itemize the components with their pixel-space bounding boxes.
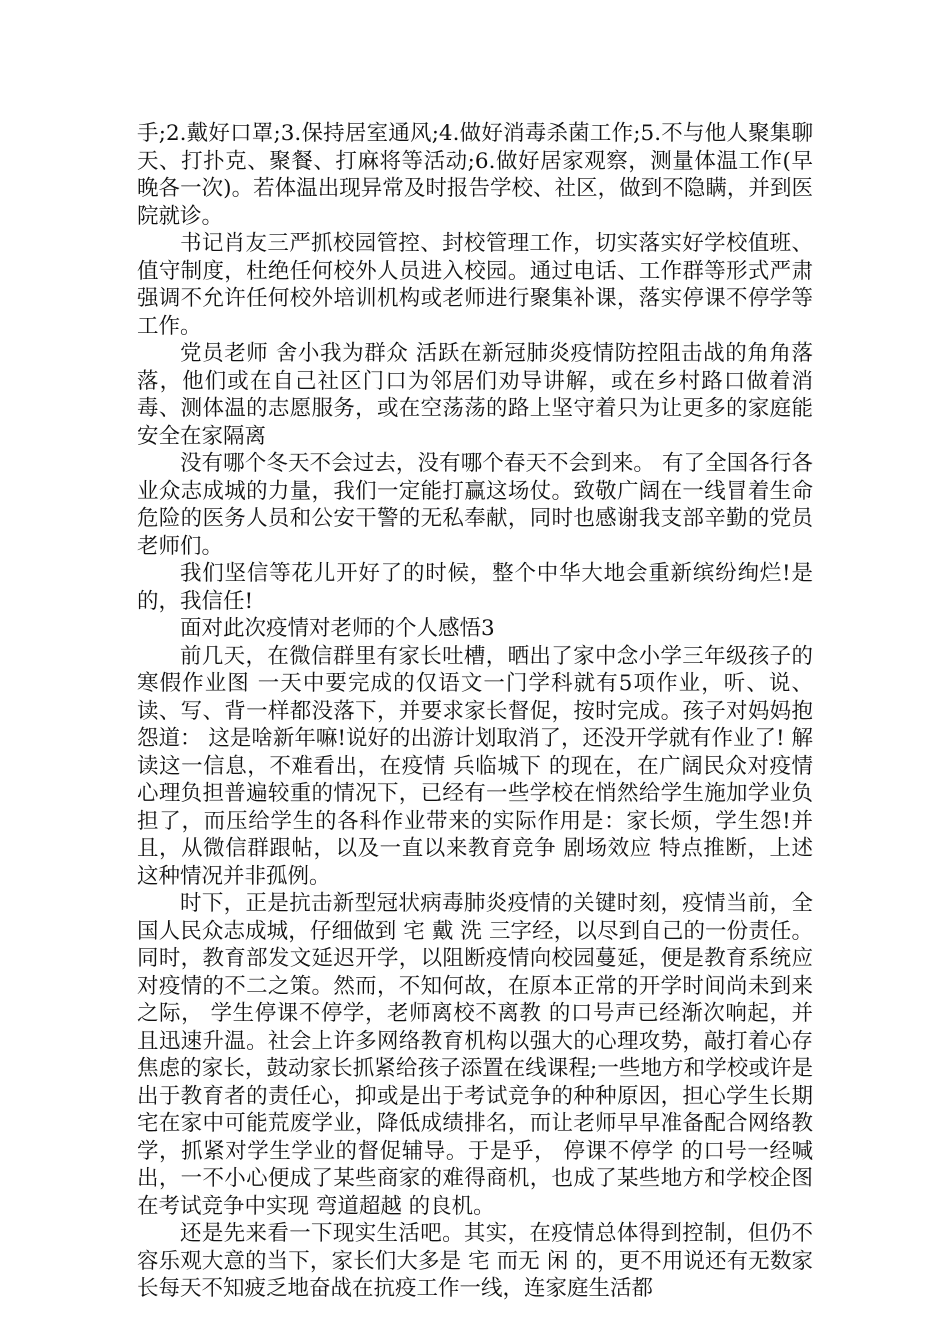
paragraph-real-life: 还是先来看一下现实生活吧。其实，在疫情总体得到控制，但仍不容乐观大意的当下，家长们大多是 宅 而无 闲 的，更不用说还有无数家长每天不知疲乏地奋战在抗疫工作一线，连家庭生活都: [137, 1221, 813, 1301]
section-heading: 面对此次疫情对老师的个人感悟3: [180, 616, 495, 641]
paragraph-we-believe: 我们坚信等花儿开好了的时候，整个中华大地会重新缤纷绚烂!是的，我信任!: [137, 561, 813, 614]
paragraph-secretary-campus-control: 书记肖友三严抓校园管控、封校管理工作，切实落实好学校值班、值守制度，杜绝任何校外人员进入校园。通过电话、工作群等形式严肃强调不允许任何校外培训机构或老师进行聚集补课，落实停课不停学等工作。: [137, 231, 813, 339]
paragraph-hygiene-measures: 手;2.戴好口罩;3.保持居室通风;4.做好消毒杀菌工作;5.不与他人聚集聊天、打扑克、聚餐、打麻将等活动;6.做好居家观察，测量体温工作(早晚各一次)。若体温出现异常及时报告学校、社区，做到不隐瞒，并到医院就诊。: [137, 121, 813, 229]
paragraph-no-winter-lasts: 没有哪个冬天不会过去，没有哪个春天不会到来。 有了全国各行各业众志成城的力量，我们一定能打赢这场仗。致敬广阔在一线冒着生命危险的医务人员和公安干警的无私奉献，同时也感谢我支部辛勤的党员老师们。: [137, 451, 813, 559]
paragraph-current-moment: 时下，正是抗击新型冠状病毒肺炎疫情的关键时刻，疫情当前，全国人民众志成城，仔细做到 宅 戴 洗 三字经，以尽到自己的一份责任。同时，教育部发文延迟开学，以阻断疫情向校园蔓延，便是教育系统应对疫情的不二之策。然而，不知何故，在原本正常的开学时间尚未到来之际， 学生停课不停学，老师离校不离教 的口号声已经渐次响起，并且迅速升温。社会上许多网络教育机构以强大的心理攻势，敲打着心存焦虑的家长，鼓动家长抓紧给孩子添置在线课程;一些地方和学校或许是出于教育者的责任心，抑或是出于考试竞争的种种原因，担心学生长期宅在家中可能荒废学业，降低成绩排名，而让老师早早准备配合网络教学，抓紧对学生学业的督促辅导。于是乎， 停课不停学 的口号一经喊出，一不小心便成了某些商家的难得商机，也成了某些地方和学校企图在考试竞争中实现 弯道超越 的良机。: [137, 891, 813, 1219]
paragraph-party-teachers: 党员老师 舍小我为群众 活跃在新冠肺炎疫情防控阻击战的角角落落，他们或在自己社区门口为邻居们劝导讲解，或在乡村路口做着消毒、测体温的志愿服务，或在空荡荡的路上坚守着只为让更多的家庭能安全在家隔离: [137, 341, 813, 449]
paragraph-wechat-homework: 前几天，在微信群里有家长吐槽，晒出了家中念小学三年级孩子的寒假作业图 一天中要完成的仅语文一门学科就有5项作业，听、说、读、写、背一样都没落下，并要求家长督促，按时完成。孩子对妈妈抱怨道： 这是啥新年嘛!说好的出游计划取消了，还没开学就有作业了! 解读这一信息，不难看出，在疫情 兵临城下 的现在，在广阔民众对疫情心理负担普遍较重的情况下，已经有一些学校在悄然给学生施加学业负担了，而压给学生的各科作业带来的实际作用是：家长烦，学生怨!并且，从微信群跟帖，以及一直以来教育竞争 剧场效应 特点推断，上述这种情况并非孤例。: [137, 643, 813, 889]
document-page: [137, 120, 813, 1303]
